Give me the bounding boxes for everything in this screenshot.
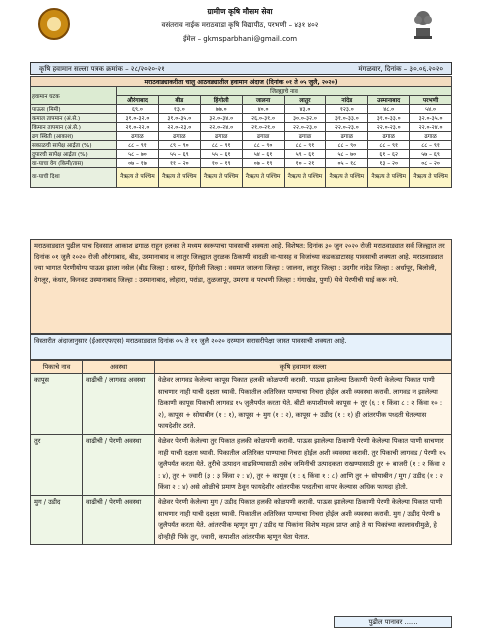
forecast-row-label: वा-याची दिशा [31,168,117,188]
district-header: हिंगोली [200,96,242,105]
forecast-cell: ८८ – ९१ [117,141,159,150]
forecast-cell: ४८.० [368,105,410,114]
crop-stage: वाढीची / पेरणी अवस्था [83,434,155,495]
forecast-cell: ३२.०-३५.० [410,114,452,123]
forecast-row [31,123,452,132]
forecast-cell: ३१.०-३२.० [117,114,159,123]
forecast-row-label: किमान तापमान (अं.से.) [31,123,117,132]
forecast-cell: ५५ – ६१ [200,150,242,159]
forecast-table [30,76,452,188]
forecast-cell: ८८ – ९१ [284,141,326,150]
forecast-cell: ७७.० [200,105,242,114]
forecast-cell: ५५ – ६९ [158,150,200,159]
forecast-cell: ८८ – ९१ [368,141,410,150]
forecast-cell: ८८ – ९० [242,141,284,150]
forecast-cell: ८९ – ९० [158,141,200,150]
forecast-row [31,105,452,114]
forecast-cell: २१.०-२२.० [117,123,159,132]
forecast-cell: ढगाळ [158,132,200,141]
forecast-cell: ढगाळ [200,132,242,141]
forecast-cell: ४३.० [284,105,326,114]
header-university-name: वसंतराव नाईक मराठवाडा कृषि विद्यापीठ, परभणी – ४३१ ४०२ [161,21,319,29]
forecast-cell: २६.०-३१.० [242,114,284,123]
crop-name: मुग / उडीद [31,495,83,544]
forecast-row [31,168,452,188]
forecast-row [31,159,452,168]
crop-row [31,495,452,544]
districts-header: जिल्ह्याचे नाव [117,87,452,96]
bulletin-info-bar [30,62,452,75]
forecast-row-label: पाऊस (मिमी) [31,105,117,114]
forecast-cell: २२.०-२३.० [158,123,200,132]
crop-advice: वेळेवर पेरणी केलेल्या मुग / उडीद पिकात हलकी कोळपणी करावी. पाऊस झालेल्या ठिकाणी पेरणी केलेल्या पिकात पाणी साचणार नाही याची दक्षता घ्यावी. पिकातील अतिरिक्त पाण्याचा निचरा होईल अशी व्यवस्था करावी. मुग / उडीद पेरणी ७ जुलैपर्यंत करता येते. आंतरपीक म्हणून मुग / उडीद या पिकांना विशेष महत्व प्राप्त आहे ते या पिकांच्या कालावधीमुळे, हे दोन्हीही पिके तुर, ज्वारी, कपाशीत आंतरपीक म्हणून घेता येतात. [155,495,452,544]
forecast-cell: २१.०-२१.० [242,123,284,132]
header-service-name: ग्रामीण कृषि मौसम सेवा [207,7,273,16]
forecast-cell: १० – २१ [284,159,326,168]
forecast-cell: ढगाळ [117,132,159,141]
forecast-cell: ढगाळ [410,132,452,141]
forecast-cell: ११ – २० [158,159,200,168]
forecast-cell: ५४ – ६१ [242,150,284,159]
forecast-cell: ढगाळ [368,132,410,141]
district-header: उस्मानाबाद [368,96,410,105]
weather-summary: मराठवाड्यात पुढील पाच दिवसात आकाश ढगाळ राहून हलका ते मध्यम स्वरूपाचा पावसाची शक्यता आहे. विशेषत: दिनांक ३० जुन २०२० रोजी मराठवाड्यात सर्व जिल्ह्यात तर दिनांक ०१ जुलै २०२० रोजी औरंगाबाद, बीड, उस्मानाबाद व लातुर जिल्ह्यात तुरळक ठिकाणी वादळी वा-यासह व विजांच्या कडकडाटासह पावसाची शक्यता आहे. मराठवाड्यात ज्या भागात पेरणीयोग्य पाऊस झाला नसेल (बीड जिल्हा : धारूर, हिंगोली जिल्हा : वसमत जालना जिल्हा : जालना, लातुर जिल्हा : उदगीर नांदेड जिल्हा : अर्धापूर, बिलोली, देगलूर, कंधार, किनवट उस्मानाबाद जिल्हा : उस्मानाबाद, लोहारा, परांडा, तुळजापूर, उमरगा व परभणी जिल्हा : गंगाखेड, पुर्णा) येथे पेरणीची घाई करू नये. [30,239,452,334]
forecast-title: मराठवाड्याकरीता चालु आठवड्यातील हवामान अंदाज (दिनांक ०१ ते ०५ जुलै, २०२०) [31,77,452,87]
crop-name: तुर [31,434,83,495]
forecast-cell: ३१.०-३३.० [326,114,368,123]
forecast-cell: ५८ – ७० [326,150,368,159]
forecast-cell: नैऋत्य ते पश्चिम [326,168,368,188]
crop-name: कापूस [31,374,83,435]
forecast-cell: ५९ – ६१ [284,150,326,159]
crop-row [31,374,452,435]
next-page-note: पुढील पानावर ...... [334,616,452,628]
forecast-row-label: वा-याचा वेग (किमी/तास) [31,159,117,168]
forecast-cell: ३१.०-३३.० [368,114,410,123]
stage-column-header: अवस्था [83,361,155,374]
crop-advisory-table [30,360,452,545]
forecast-cell: ४०.० [242,105,284,114]
forecast-row [31,114,452,123]
forecast-cell: ८८ – ९१ [200,141,242,150]
forecast-cell: ६१ – ६२ [368,150,410,159]
forecast-cell: ढगाळ [242,132,284,141]
forecast-cell: ५७ – ६९ [410,150,452,159]
forecast-cell: नैऋत्य ते पश्चिम [368,168,410,188]
forecast-cell: ३०.०-३२.० [284,114,326,123]
forecast-cell: नैऋत्य ते पश्चिम [158,168,200,188]
forecast-cell: नैऋत्य ते पश्चिम [117,168,159,188]
forecast-cell: ०८ – २० [410,159,452,168]
district-header: औरंगाबाद [117,96,159,105]
forecast-cell: नैऋत्य ते पश्चिम [284,168,326,188]
crop-advice: वेळेवर लागवड केलेल्या कापूस पिकात हलकी कोळपणी करावी. पाऊस झालेल्या ठिकाणी पेरणी केलेल्या पिकात पाणी साचणार नाही याची दक्षता घ्यावी. पिकातील अतिरिक्त पाण्याचा निचरा होईल अशी व्यवस्था करावी. लागवड न झालेल्या ठिकाणी कापूस पिकाची लागवड १५ जुलैपर्यंत करता येते. बीटी कपाशीमध्ये कापूस + तूर (६ : १ किंवा ८ : २ किंवा १० : २), कापूस + सोयाबीन (१ : १), कापूस + मुग (१ : २), कापूस + उडीद (१ : १) ही आंतरपीक पध्दती घेतल्यास फायदेशीर ठरते. [155,374,452,435]
crop-row [31,434,452,495]
crop-advice: वेळेवर पेरणी केलेल्या तुर पिकात हलकी कोळपणी करावी. पाऊस झालेल्या ठिकाणी पेरणी केलेल्या पिकात पाणी साचणार नाही याची दक्षता घ्यावी. पिकातील अतिरिक्त पाण्याचा निचरा होईल अशी व्यवस्था करावी. तुर पिकाची लागवड / पेरणी १५ जुलैपर्यंत करता येते. तुरीचे उत्पादन वाढविण्यासाठी तसेच जमिनीची उत्पादकता राखण्यासाठी तुर + बाजरी (१ : २ किंवा २ : ४), तुर + ज्वारी (३ : ३ किंवा २ : ४), तुर + कापूस (१ : ६ किंवा १ : ८) आणि तुर + सोयाबीन / मुग / उडीद (१ : २ किंवा २ : ४) असे ओळीचे प्रमाण ठेवून फायदेशीर आंतरपीक पध्दतीचा वापर केल्यास अधिक फायदा होतो. [155,434,452,495]
bulletin-title: कृषि हवामान सल्ला पत्रक क्रमांक – २८/२०२०-२१ [39,65,165,73]
forecast-cell: ०७ – १७ [117,159,159,168]
forecast-cell: २२.०-२४.० [410,123,452,132]
page-header [30,4,450,59]
crop-column-header: पिकाचे नाव [31,361,83,374]
forecast-cell: २२.०-२३.० [326,123,368,132]
forecast-cell: ५८ – ७० [117,150,159,159]
header-email: ईमेल – gkmsparbhani@gmail.com [182,35,298,43]
national-emblem-icon [410,6,436,40]
forecast-cell: ६९.० [117,105,159,114]
forecast-cell: नैऋत्य ते पश्चिम [242,168,284,188]
forecast-cell: ढगाळ [284,132,326,141]
advice-column-header: कृषि हवामान सल्ला [155,361,452,374]
crop-stage: वाढीची / पेरणी अवस्था [83,495,155,544]
forecast-cell: नैऋत्य ते पश्चिम [410,168,452,188]
forecast-cell: ढगाळ [326,132,368,141]
forecast-row [31,132,452,141]
extended-forecast: विस्तारीत अंदाजानुसार (ईआरएफएस) मराठवाड्यात दिनांक ०५ ते ११ जुलै २०२० दरम्यान सरासरीपेक्षा जास्त पावसाची शक्यता आहे. [30,334,452,360]
forecast-cell: १३.० [158,105,200,114]
forecast-row-label: ढग स्थिती (आकाश) [31,132,117,141]
forecast-row-label: कमाल तापमान (अं.से.) [31,114,117,123]
district-header: नांदेड [326,96,368,105]
forecast-cell: ०७ – १९ [242,159,284,168]
forecast-row-label: सकाळची सापेक्ष आर्द्रता (%) [31,141,117,150]
forecast-cell: ३२.०-३४.० [200,114,242,123]
forecast-cell: ०५ – १८ [326,159,368,168]
district-header: बीड [158,96,200,105]
district-header: परभणी [410,96,452,105]
forecast-row [31,141,452,150]
forecast-cell: २२.०-२४.० [200,123,242,132]
forecast-cell: नैऋत्य ते पश्चिम [200,168,242,188]
forecast-cell: ८८ – ९१ [410,141,452,150]
forecast-cell: २२.०-२३.० [368,123,410,132]
forecast-cell: ५४.० [410,105,452,114]
district-header: लातुर [284,96,326,105]
bulletin-date: मंगळवार, दिनांक – ३०.०६.२०२० [358,65,443,73]
forecast-cell: १३ – २० [368,159,410,168]
forecast-row-label: दुपारची सापेक्ष आर्द्रता (%) [31,150,117,159]
forecast-row [31,150,452,159]
forecast-cell: १० – १९ [200,159,242,168]
forecast-cell: २२.०-२३.० [284,123,326,132]
forecast-cell: १२३.० [326,105,368,114]
forecast-cell: ८८ – ९० [326,141,368,150]
param-header: हवामान घटक [31,87,117,105]
forecast-cell: ३१.०-३५.० [158,114,200,123]
district-header: जालना [242,96,284,105]
crop-stage: वाढीची / लागवड अवस्था [83,374,155,435]
